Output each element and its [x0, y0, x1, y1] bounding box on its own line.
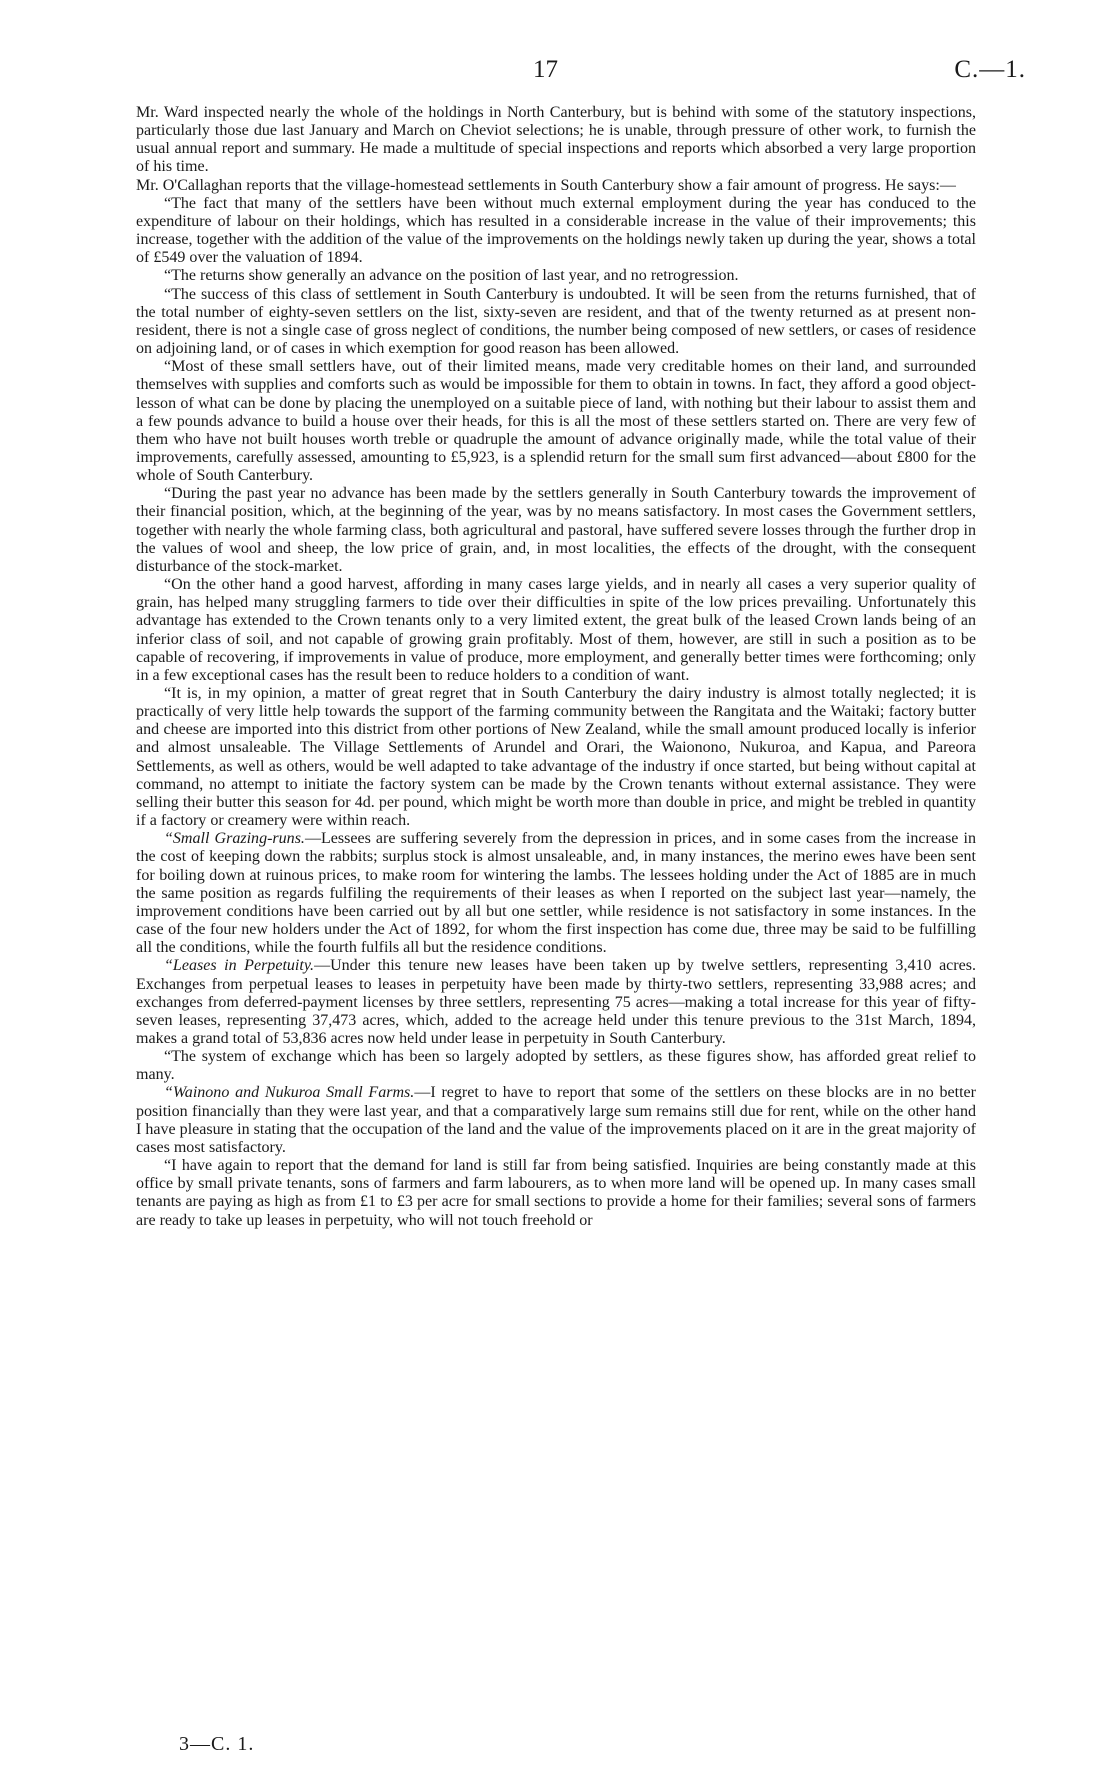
paragraph: “During the past year no advance has been made by the settlers generally in South Canterbury towards the improvement of their financial position, which, at the beginning of the year, was by no means satisfactory. In most cases the Government settlers, together with nearly the whole farming class, both agricultural and pastoral, have suffered severe losses through the further drop in the values of wool and sheep, the low price of grain, and, in most localities, the effects of the drought, with the consequent disturbance of the stock-market.	[136, 485, 976, 575]
section-heading: “Leases in Perpetuity.	[164, 957, 315, 975]
footer-signature: 3—C. 1.	[179, 1733, 255, 1755]
paragraph: “On the other hand a good harvest, affording in many cases large yields, and in nearly all cases a very superior quality of grain, has helped many struggling farmers to tide over their difficulties in spite of the low prices prevailing. Unfortunately this advantage has extended to the Crown tenants only to a very limited extent, the great bulk of the leased Crown lands being of an inferior class of soil, and not capable of growing grain profitably. Most of them, however, are still in such a position as to be capable of recovering, if improvements in value of produce, more employment, and generally better times were forthcoming; only in a few exceptional cases has the result been to reduce holders to a condition of want.	[136, 576, 976, 684]
paragraph: Mr. Ward inspected nearly the whole of the holdings in North Canterbury, but is behind with some of the statutory inspections, particularly those due last January and March on Cheviot selections; he is unable, through pressure of other work, to furnish the usual annual report and summary. He made a multitude of special inspections and reports which absorbed a very large proportion of his time.	[136, 104, 976, 176]
paragraph: “The success of this class of settlement in South Canterbury is undoubted. It will be seen from the returns furnished, that of the total number of eighty-seven settlers on the list, sixty-seven are resident, and that of the twenty returned as at present non-resident, there is not a single case of gross neglect of conditions, the number being composed of new settlers, or cases of residence on adjoining land, or of cases in which exemption for good reason has been allowed.	[136, 285, 976, 358]
section-heading: “Small Grazing-runs.	[164, 830, 305, 848]
paragraph: “The returns show generally an advance on the position of last year, and no retrogression.	[164, 267, 739, 285]
body-text	[136, 104, 976, 1230]
paragraph: “I have again to report that the demand for land is still far from being satisfied. Inquiries are being constantly made at this office by small private tenants, sons of farmers and farm labourers, as to when more land will be opened up. In many cases small tenants are paying as high as from £1 to £3 per acre for small sections to provide a home for their families; several sons of farmers are ready to take up leases in perpetuity, who will not touch freehold or	[136, 1157, 976, 1229]
paragraph: “The system of exchange which has been so largely adopted by settlers, as these figures show, has afforded great relief to many.	[136, 1048, 976, 1084]
paragraph: “Wainono and Nukuroa Small Farms.—I regret to have to report that some of the settlers on these blocks are in no better position financially than they were last year, and that a comparatively large sum remains still due for rent, while on the other hand I have pleasure in stating that the occupation of the land and the value of the improvements placed on it are in the great majority of cases most satisfactory.	[136, 1084, 976, 1156]
section-heading: “Wainono and Nukuroa Small Farms.	[164, 1084, 415, 1102]
paragraph: “Leases in Perpetuity.—Under this tenure new leases have been taken up by twelve settlers, representing 3,410 acres. Exchanges from perpetual leases to leases in perpetuity have been made by thirty-two settlers, representing 33,988 acres; and exchanges from deferred-payment licenses by three settlers, representing 75 acres—making a total increase for this year of fifty-seven leases, representing 37,473 acres, which, added to the acreage held under this tenure previous to the 31st March, 1894, makes a grand total of 53,836 acres now held under lease in perpetuity in South Canterbury.	[136, 957, 977, 1047]
paragraph: “It is, in my opinion, a matter of great regret that in South Canterbury the dairy industry is almost totally neglected; it is practically of very little help towards the support of the farming community between the Rangitata and the Waitaki; factory butter and cheese are imported into this district from other portions of New Zealand, while the small amount produced locally is inferior and almost unsaleable. The Village Settlements of Arundel and Orari, the Waionono, Nukuroa, and Kapua, and Pareora Settlements, as well as others, would be well adapted to take advantage of the industry if once started, but being without capital at command, no attempt to initiate the factory system can be made by the Crown tenants without external assistance. They were selling their butter this season for 4d. per pound, which might be worth more than double in price, and might be trebled in quantity if a factory or creamery were within reach.	[136, 685, 976, 830]
paragraph: “Most of these small settlers have, out of their limited means, made very creditable homes on their land, and surrounded themselves with supplies and comforts such as would be impossible for them to obtain in towns. In fact, they afford a good object-lesson of what can be done by placing the unemployed on a suitable piece of land, with nothing but their labour to assist them and a few pounds advance to build a house over their heads, for this is all the most of these settlers started on. There are very few of them who have not built houses worth treble or quadruple the amount of advance originally made, while the total value of their improvements, carefully assessed, amounting to £5,923, is a splendid return for the small sum first advanced—about £800 for the whole of South Canterbury.	[136, 358, 976, 485]
paragraph: Mr. O'Callaghan reports that the village-homestead settlements in South Canterbury show a fair amount of progress. He says:—	[136, 176, 956, 194]
document-reference: C.—1.	[954, 56, 1026, 83]
paragraph: “Small Grazing-runs.—Lessees are suffering severely from the depression in prices, and in some cases from the increase in the cost of keeping down the rabbits; surplus stock is almost unsaleable, and, in many instances, the merino ewes have been sent for boiling down at ruinous prices, to make room for wintering the lambs. The lessees holding under the Act of 1885 are in much the same position as regards fulfiling the requirements of their leases as when I reported on the subject last year—namely, the improvement conditions have been carried out by all but one settler, while residence is not satisfactory in some instances. In the case of the four new holders under the Act of 1892, for whom the first inspection has come due, three may be said to be fulfilling all the conditions, while the fourth fulfils all but the residence conditions.	[136, 830, 976, 957]
page-number: 17	[533, 56, 558, 83]
paragraph: “The fact that many of the settlers have been without much external employment during the year has conduced to the expenditure of labour on their holdings, which has resulted in a considerable increase in the value of their improvements; this increase, together with the addition of the value of the improvements on the holdings newly taken up during the year, shows a total of £549 over the valuation of 1894.	[136, 194, 976, 267]
